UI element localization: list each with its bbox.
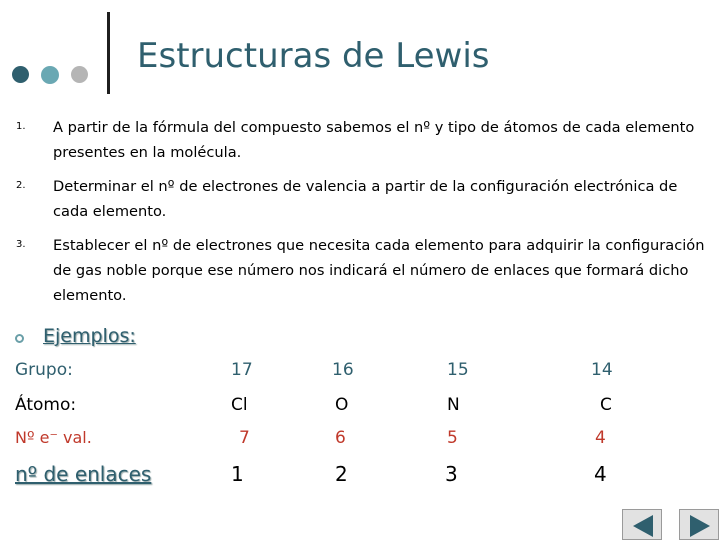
electrones-cell: 6 [335, 428, 346, 448]
enlaces-cell: 3 [445, 462, 458, 486]
enlaces-cell: 2 [335, 462, 348, 486]
triangle-left-icon [623, 510, 663, 541]
electrones-label: Nº e⁻ val. [15, 428, 92, 447]
electrones-cell: 4 [595, 428, 606, 448]
decor-dot-teal [41, 66, 59, 84]
grupo-cell: 15 [447, 360, 469, 380]
grupo-cell: 14 [591, 360, 613, 380]
atomo-cell: C [600, 395, 612, 415]
atomo-cell: Cl [231, 395, 248, 415]
step-number: 3. [16, 239, 26, 250]
grupo-cell: 16 [332, 360, 354, 380]
grupo-cell: 17 [231, 360, 253, 380]
electrones-cell: 7 [239, 428, 250, 448]
enlaces-cell: 4 [594, 462, 607, 486]
decor-dot-dark [12, 66, 29, 83]
step-number: 2. [16, 180, 26, 191]
next-slide-button[interactable] [679, 509, 719, 540]
enlaces-label: nº de enlaces [15, 462, 152, 486]
step-text: Establecer el nº de electrones que necesita cada elemento para adquirir la configuración de gas noble porque ese número nos indicará el número de enlaces que formará dicho elemento. [53, 237, 705, 304]
examples-heading: Ejemplos: [43, 325, 136, 347]
title-divider [107, 12, 110, 94]
step-text: Determinar el nº de electrones de valencia a partir de la configuración electrónica de cada elemento. [53, 178, 678, 220]
electrones-cell: 5 [447, 428, 458, 448]
atomo-cell: N [447, 395, 460, 415]
slide-title: Estructuras de Lewis [137, 36, 490, 76]
enlaces-cell: 1 [231, 462, 244, 486]
step-number: 1. [16, 121, 26, 132]
bullet-icon [15, 334, 24, 343]
atomo-label: Átomo: [15, 395, 77, 415]
previous-slide-button[interactable] [622, 509, 662, 540]
triangle-right-icon [680, 510, 720, 541]
decor-dot-gray [71, 66, 88, 83]
atomo-cell: O [335, 395, 349, 415]
grupo-label: Grupo: [15, 360, 73, 380]
step-text: A partir de la fórmula del compuesto sabemos el nº y tipo de átomos de cada elemento presentes en la molécula. [53, 119, 695, 161]
